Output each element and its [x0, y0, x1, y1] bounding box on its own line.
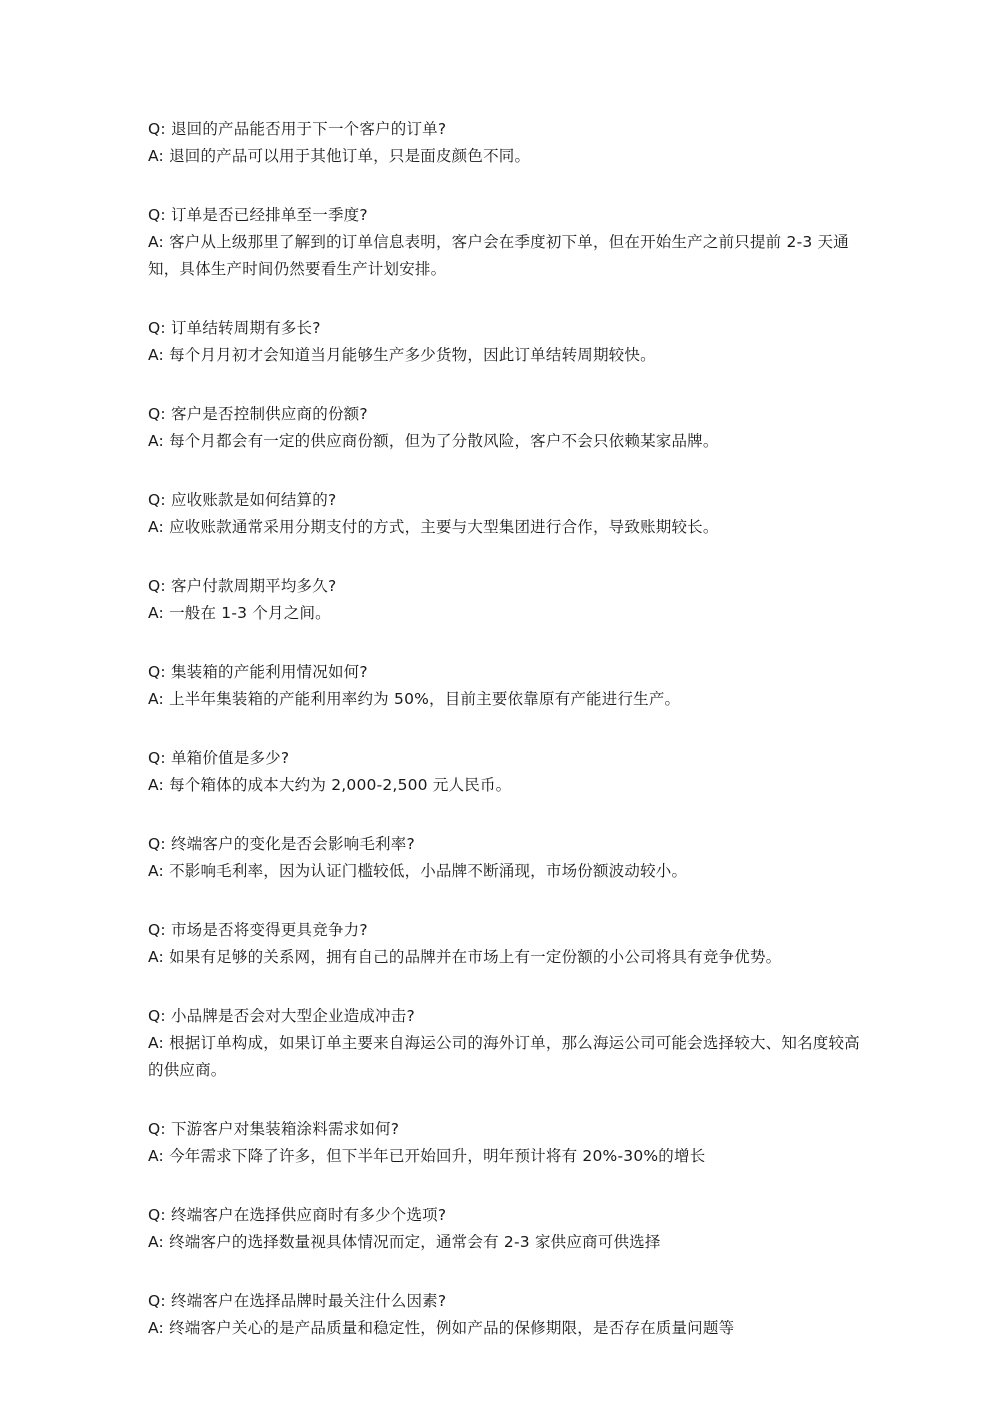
qa-item: [148, 573, 868, 627]
answer-text: A: 每个月月初才会知道当月能够生产多少货物，因此订单结转周期较快。: [148, 346, 656, 364]
qa-item: [148, 1288, 868, 1342]
qa-item: [148, 917, 868, 971]
answer-text: A: 一般在 1-3 个月之间。: [148, 604, 331, 622]
qa-item: [148, 831, 868, 885]
qa-item: [148, 1116, 868, 1170]
qa-item: [148, 401, 868, 455]
question-text: Q: 终端客户的变化是否会影响毛利率?: [148, 835, 415, 853]
answer-text: A: 退回的产品可以用于其他订单，只是面皮颜色不同。: [148, 147, 531, 165]
question-text: Q: 小品牌是否会对大型企业造成冲击?: [148, 1007, 415, 1025]
answer-text: A: 终端客户关心的是产品质量和稳定性，例如产品的保修期限，是否存在质量问题等: [148, 1319, 735, 1337]
answer-text: A: 如果有足够的关系网，拥有自己的品牌并在市场上有一定份额的小公司将具有竞争优势。: [148, 948, 782, 966]
question-text: Q: 退回的产品能否用于下一个客户的订单?: [148, 120, 447, 138]
qa-item: [148, 202, 868, 283]
answer-text: A: 客户从上级那里了解到的订单信息表明，客户会在季度初下单，但在开始生产之前只提前 2-3 天通知，具体生产时间仍然要看生产计划安排。: [148, 233, 849, 278]
qa-item: [148, 745, 868, 799]
answer-text: A: 上半年集装箱的产能利用率约为 50%，目前主要依靠原有产能进行生产。: [148, 690, 681, 708]
answer-text: A: 每个月都会有一定的供应商份额，但为了分散风险，客户不会只依赖某家品牌。: [148, 432, 719, 450]
question-text: Q: 下游客户对集装箱涂料需求如何?: [148, 1120, 400, 1138]
answer-text: A: 今年需求下降了许多，但下半年已开始回升，明年预计将有 20%-30%的增长: [148, 1147, 706, 1165]
qa-item: [148, 1003, 868, 1084]
question-text: Q: 客户是否控制供应商的份额?: [148, 405, 368, 423]
qa-item: [148, 315, 868, 369]
qa-item: [148, 487, 868, 541]
answer-text: A: 每个箱体的成本大约为 2,000-2,500 元人民币。: [148, 776, 512, 794]
question-text: Q: 终端客户在选择供应商时有多少个选项?: [148, 1206, 447, 1224]
qa-item: [148, 116, 868, 170]
qa-document: [148, 116, 868, 1374]
answer-text: A: 根据订单构成，如果订单主要来自海运公司的海外订单，那么海运公司可能会选择较大、知名度较高的供应商。: [148, 1034, 860, 1079]
question-text: Q: 订单是否已经排单至一季度?: [148, 206, 368, 224]
question-text: Q: 单箱价值是多少?: [148, 749, 290, 767]
question-text: Q: 应收账款是如何结算的?: [148, 491, 337, 509]
answer-text: A: 终端客户的选择数量视具体情况而定，通常会有 2-3 家供应商可供选择: [148, 1233, 661, 1251]
question-text: Q: 订单结转周期有多长?: [148, 319, 321, 337]
qa-item: [148, 659, 868, 713]
question-text: Q: 市场是否将变得更具竞争力?: [148, 921, 368, 939]
qa-item: [148, 1202, 868, 1256]
question-text: Q: 客户付款周期平均多久?: [148, 577, 337, 595]
answer-text: A: 不影响毛利率，因为认证门槛较低，小品牌不断涌现，市场份额波动较小。: [148, 862, 688, 880]
question-text: Q: 集装箱的产能利用情况如何?: [148, 663, 368, 681]
question-text: Q: 终端客户在选择品牌时最关注什么因素?: [148, 1292, 447, 1310]
answer-text: A: 应收账款通常采用分期支付的方式，主要与大型集团进行合作，导致账期较长。: [148, 518, 719, 536]
